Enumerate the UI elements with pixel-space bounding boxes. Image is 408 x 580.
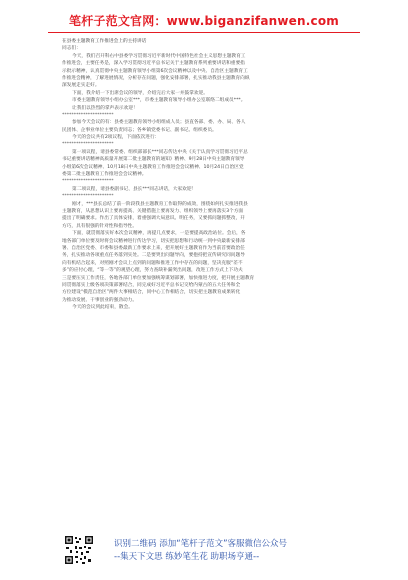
separator-line: **********************: [62, 112, 114, 118]
text-line: 下面，就贯彻落实好本次会议精神，再提几点要求，一是要提高政治站位。会后，各: [72, 231, 246, 237]
text-line: 方巧，具有很强的针对性和指导性。: [62, 223, 138, 229]
text-line: 提出了明确要求。作出了具体安排，着重强调大局意识。明任务，又要抓问题抓整改，开: [62, 216, 245, 222]
text-line: 署、自治区党委、市委和县委最新工作要求上来，把开展好主题教育作为当前首要政治任: [62, 245, 245, 251]
text-line: 作推进会，主要任务是，深入学习贯彻习近平总书记关于主题教育系列重要讲话和重要指: [62, 61, 245, 67]
text-line: 今天，我们召开科右中县委学习贯彻习近平新时代中国特色社会主义思想主题教育工: [72, 53, 246, 59]
footer-qr-caption: 识别二维码 添加“笔杆子范文”客服微信公众号: [114, 539, 288, 549]
text-line: 主题教育，从思想认识上要再提高、关键措施上要再发力、组织领导上要再落实3个方面: [62, 208, 244, 214]
text-line: 市委主题教育领导小组办公室***，市委主题教育领导小组办公室联络二组成员***。: [72, 98, 246, 104]
text-line: 第一项议程，请县委常委、组织部部长***同志传达中央《关于认真学习贯彻习近平总: [72, 149, 248, 155]
text-line: 三是要压实工作责任，各地各部门单位要加强统筹谋划部署，加快推进力度，把开展主题教育: [62, 275, 255, 281]
separator-line: **********************: [62, 142, 114, 148]
text-line: 作推进会精神，了解进展情况，分析存在问题，强化安排部署，扎实推动我县主题教育向纵: [62, 75, 250, 81]
qr-code-icon: [64, 535, 94, 565]
text-line: 民团体、企事业单位主要负责同志；各乡镇党委书记、副书记、组织委员。: [62, 127, 217, 133]
text-line: 地各部门单位要及时将会议精神进行传达学习，切实把思想和行动统一到中央最新安排部: [62, 238, 245, 244]
text-line: 向有机结合起来，对照刚才会议上点到的问题和推进工作中存在的问题，坚决克服“差不: [62, 260, 243, 266]
site-banner: 笔杆子范文官网：www.biganzifanwen.com: [69, 14, 339, 28]
text-line: 为推动发展、干事创业的强劲动力。: [62, 297, 138, 303]
separator-line: **********************: [62, 194, 114, 200]
header-divider: [48, 32, 360, 33]
text-line: 今天的会议共有2项议程，下面依次进行：: [72, 135, 160, 141]
text-line: 多”的应付心理，“等一等”的观望心理，努力查缺补漏突出问题，改进工作方式上下功夫: [62, 268, 243, 274]
text-line: 务，扎实推动各项重点任务落到实处。二是要突出问题导向，要抱持把宣传研究同问题导: [62, 253, 245, 259]
text-line: 第二项议程，请县委副书记、县长***同志讲话，大家欢迎！: [72, 186, 197, 192]
text-line: 刚才，***县长总结了前一阶段我县主题教育工作取得的成效，围绕如何扎实推进我县: [72, 201, 248, 207]
text-line: 参加今天会议的有：县委主题教育领导小组组成人员；县直各部、委、办、局、各人: [72, 120, 246, 126]
site-header: [0, 0, 408, 36]
text-line: 今天的会议到此结束，散会。: [72, 305, 133, 311]
text-line: 小组第6次会议精神、10月18日中央主题教育工作推进会会议精神、10月24日自治区党: [62, 164, 244, 170]
text-line: 下面，我介绍一下出席会议的领导，介绍完后大家一并鼓掌欢迎。: [72, 90, 208, 96]
text-line: 委第二批主题教育工作推进会会议精神。: [62, 172, 147, 178]
text-line: 方位建设“模范自治区”两件大事相结合，同中心工作相结合，切实把主题教育成果转化: [62, 290, 241, 296]
document-body: [62, 38, 346, 390]
document-title: 在县委主题教育工作推进会上的主持讲话: [62, 39, 147, 44]
text-line: 示批示精神，认真贯彻中央主题教育领导小组第6次会议精神以及中央、自治区主题教育工: [62, 68, 248, 74]
text-line: 同贯彻落实上级各项决策部署结合，同完成好习近平总书记交给内蒙古的五大任务和全: [62, 282, 241, 288]
qr-code[interactable]: [64, 535, 94, 565]
text-line: 让我们以热烈的掌声表示欢迎！: [72, 105, 138, 111]
text-line: 书记重要讲话精神高质量开展第二批主题教育的通知》精神、9月28日中央主题教育领导: [62, 157, 245, 163]
footer-slogan: --集天下文思 练妙笔生花 助职场亨通--: [114, 552, 260, 562]
text-line: 同志们：: [62, 46, 81, 52]
text-line: 深发展走实走好。: [62, 83, 100, 89]
separator-line: **********************: [62, 179, 114, 185]
